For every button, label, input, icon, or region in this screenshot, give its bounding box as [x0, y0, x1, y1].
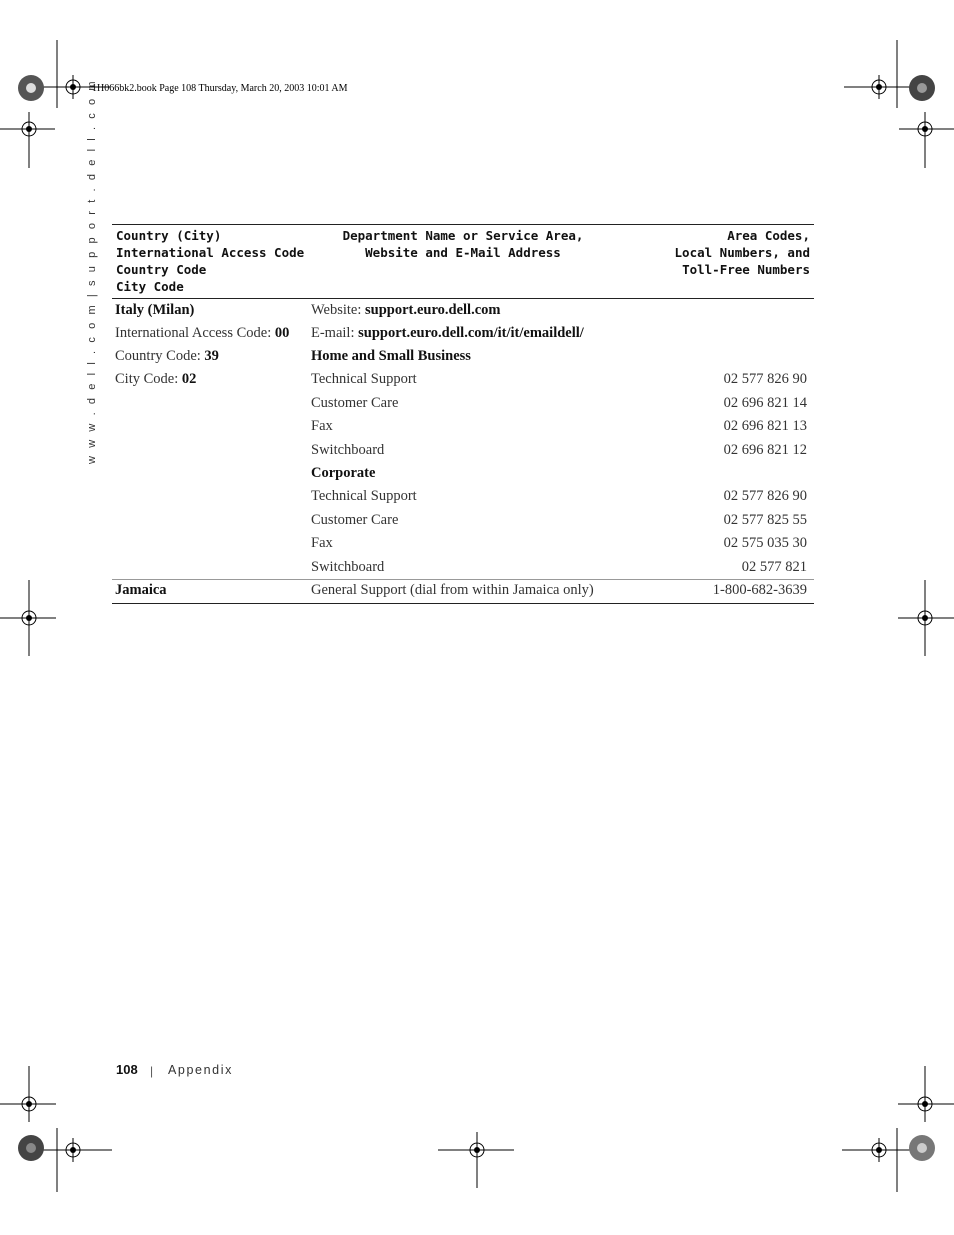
- header-line: Country (City): [116, 228, 222, 243]
- header-col-department: [312, 227, 614, 261]
- service-name: Technical Support: [311, 488, 417, 504]
- service-number: 02 575 035 30: [723, 535, 807, 551]
- service-name: Switchboard: [311, 442, 385, 458]
- side-url: w w w . d e l l . c o m | s u p p o r t . d e l l . c o m: [86, 78, 98, 464]
- service-name: Customer Care: [311, 512, 399, 528]
- access-code-label: International Access Code:: [115, 325, 275, 341]
- contact-table: [112, 224, 814, 604]
- country-code-value: 39: [204, 348, 219, 364]
- access-code-value: 00: [274, 325, 290, 341]
- country-italy: Italy (Milan): [115, 302, 195, 318]
- table-top-rule: [112, 224, 814, 225]
- header-line: Department Name or Service Area,: [342, 228, 584, 243]
- footer-section: Appendix: [168, 1063, 233, 1077]
- country-code-label: Country Code:: [115, 348, 205, 364]
- header-line: City Code: [116, 279, 184, 294]
- service-name: Fax: [311, 418, 333, 434]
- registration-mark-bottom-center: [436, 1132, 516, 1192]
- service-number: 02 696 821 13: [723, 418, 807, 434]
- registration-mark-top-right: [844, 40, 954, 170]
- header-line: Website and E-Mail Address: [365, 245, 561, 260]
- section-title-home: Home and Small Business: [311, 348, 471, 364]
- registration-mark-bottom-left: [0, 1064, 112, 1194]
- service-number: 02 577 825 55: [723, 512, 807, 528]
- country-jamaica: Jamaica: [115, 582, 167, 598]
- email-link[interactable]: support.euro.dell.com/it/it/emaildell/: [358, 325, 584, 341]
- header-col-country: [116, 227, 304, 295]
- service-name: Customer Care: [311, 395, 399, 411]
- header-line: Toll-Free Numbers: [682, 262, 810, 277]
- italy-country-code: [115, 347, 219, 365]
- italy-email: [311, 324, 584, 342]
- footer-separator: |: [150, 1064, 154, 1078]
- service-name: Switchboard: [311, 559, 385, 575]
- header-line: Area Codes,: [727, 228, 810, 243]
- service-number: 02 577 821: [741, 559, 807, 575]
- website-label: Website:: [311, 302, 365, 318]
- row-rule: [112, 579, 814, 580]
- header-col-numbers: [675, 227, 810, 278]
- header-line: International Access Code: [116, 245, 305, 260]
- page-number: 108: [116, 1062, 138, 1077]
- registration-mark-left-middle: [0, 578, 60, 658]
- header-line: Country Code: [116, 262, 207, 277]
- city-code-label: City Code:: [115, 371, 182, 387]
- italy-access-code: [115, 324, 289, 342]
- website-link[interactable]: support.euro.dell.com: [365, 302, 501, 318]
- printer-header: 1H066bk2.book Page 108 Thursday, March 20, 2003 10:01 AM: [92, 83, 348, 94]
- service-number: 02 696 821 14: [723, 395, 807, 411]
- registration-mark-bottom-right: [842, 1064, 954, 1194]
- service-number: 02 696 821 12: [723, 442, 807, 458]
- header-rule: [112, 298, 814, 299]
- section-title-corporate: Corporate: [311, 465, 376, 481]
- service-name: Fax: [311, 535, 333, 551]
- italy-website: [311, 301, 500, 319]
- service-number: 02 577 826 90: [723, 371, 807, 387]
- email-label: E-mail:: [311, 325, 359, 341]
- header-line: Local Numbers, and: [674, 245, 810, 260]
- city-code-value: 02: [181, 371, 197, 387]
- service-name: Technical Support: [311, 371, 417, 387]
- registration-mark-right-middle: [894, 578, 954, 658]
- jamaica-number: 1-800-682-3639: [712, 582, 807, 598]
- table-bottom-rule: [112, 603, 814, 604]
- jamaica-service: General Support (dial from within Jamaica only): [311, 582, 594, 598]
- service-number: 02 577 826 90: [723, 488, 807, 504]
- italy-city-code: [115, 370, 196, 388]
